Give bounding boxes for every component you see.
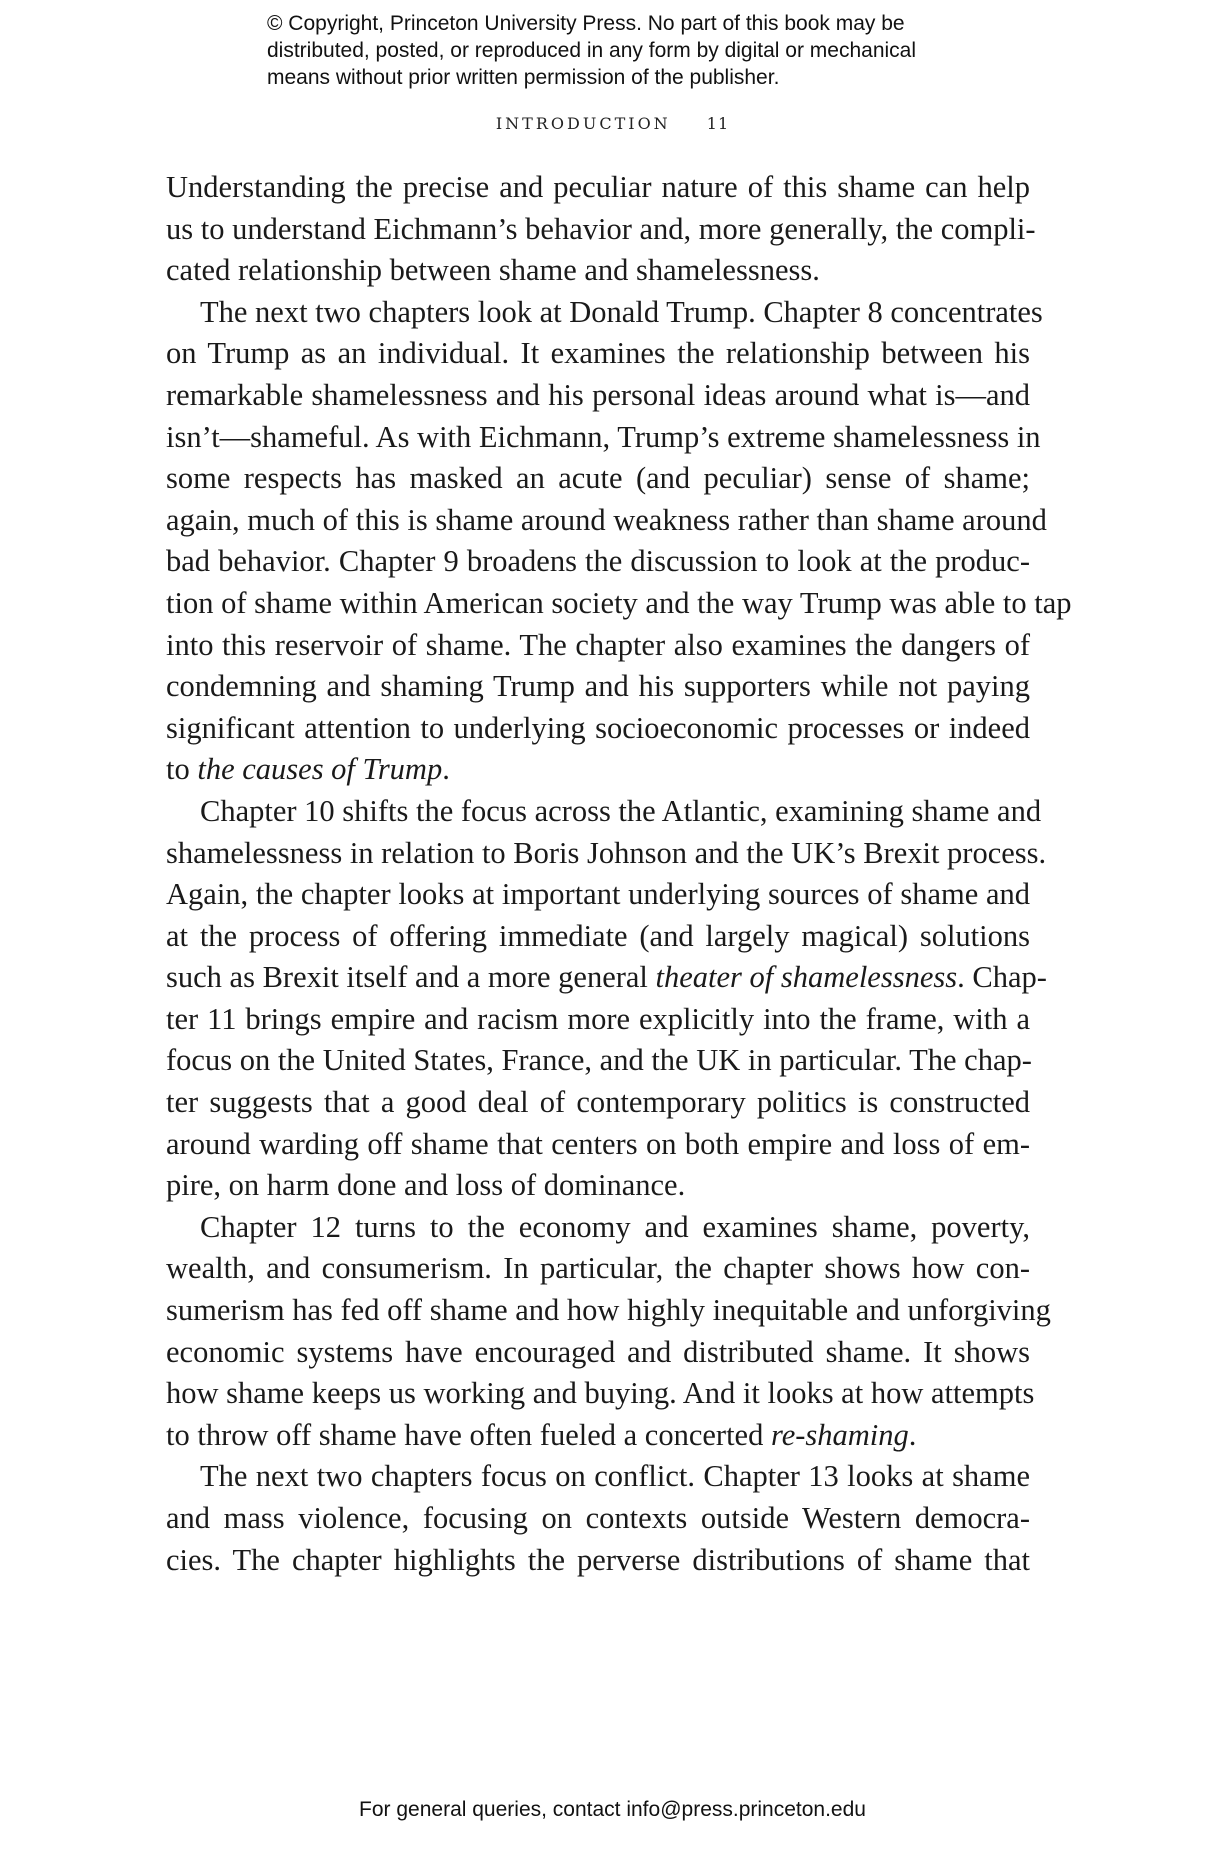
- text-line: isn’t—shameful. As with Eichmann, Trump’s extreme shamelessness in: [166, 419, 1041, 454]
- text-line: how shame keeps us working and buying. And it looks at how attempts: [166, 1376, 1035, 1411]
- text-line: shamelessness in relation to Boris Johnson and the UK’s Brexit process.: [166, 835, 1047, 870]
- italic-phrase: re-shaming: [770, 1417, 909, 1452]
- text-line: tion of shame within American society and the way Trump was able to tap: [166, 585, 1072, 620]
- text-line: and mass violence, focusing on contexts outside Western democra-: [166, 1501, 1030, 1535]
- text-line: ter 11 brings empire and racism more explicitly into the frame, with a: [166, 1001, 1030, 1036]
- text-line: focus on the United States, France, and the UK in particular. The chap-: [166, 1043, 1032, 1078]
- text-line: significant attention to underlying socioeconomic processes or indeed: [166, 710, 1030, 745]
- text-line: on Trump as an individual. It examines the relationship between his: [166, 336, 1030, 371]
- text-line: [166, 957, 1047, 999]
- text-line: ter suggests that a good deal of contemporary politics is constructed: [166, 1085, 1030, 1120]
- text-fragment: to: [166, 752, 198, 787]
- text-line: The next two chapters focus on conflict. Chapter 13 looks at shame: [200, 1459, 1030, 1494]
- text-fragment: .: [908, 1417, 917, 1452]
- text-line: Chapter 12 turns to the economy and examines shame, poverty,: [200, 1209, 1030, 1244]
- copyright-notice: [267, 10, 1027, 91]
- text-line: at the process of offering immediate (and largely magical) solutions: [166, 918, 1030, 953]
- text-line: us to understand Eichmann’s behavior and, more generally, the compli-: [166, 211, 1036, 246]
- text-line: [166, 1415, 1030, 1457]
- text-line: economic systems have encouraged and distributed shame. It shows: [166, 1334, 1030, 1369]
- text-line: cated relationship between shame and shamelessness.: [166, 253, 820, 288]
- text-line: Again, the chapter looks at important underlying sources of shame and: [166, 877, 1030, 912]
- page-number: 11: [706, 114, 730, 133]
- text-line: wealth, and consumerism. In particular, the chapter shows how con-: [166, 1251, 1030, 1286]
- body-text: [166, 167, 1072, 1581]
- running-head: [0, 114, 1225, 133]
- italic-phrase: theater of shamelessness: [655, 960, 958, 995]
- text-line: around warding off shame that centers on both empire and loss of em-: [166, 1126, 1030, 1161]
- text-line: [166, 749, 1030, 791]
- text-line: cies. The chapter highlights the perverse distributions of shame that: [166, 1542, 1030, 1577]
- text-fragment: .: [442, 752, 450, 787]
- footer-contact: For general queries, contact info@press.princeton.edu: [359, 1798, 866, 1821]
- italic-phrase: the causes of Trump: [197, 752, 443, 787]
- copyright-line-3: means without prior written permission of the publisher.: [267, 66, 780, 89]
- text-line: condemning and shaming Trump and his supporters while not paying: [166, 669, 1030, 704]
- text-fragment: . Chap-: [957, 960, 1047, 995]
- text-line: some respects has masked an acute (and peculiar) sense of shame;: [166, 461, 1030, 496]
- text-line: pire, on harm done and loss of dominance.: [166, 1168, 686, 1203]
- text-line: remarkable shamelessness and his personal ideas around what is—and: [166, 377, 1030, 412]
- text-line: Chapter 10 shifts the focus across the Atlantic, examining shame and: [200, 793, 1042, 828]
- text-line: The next two chapters look at Donald Trump. Chapter 8 concentrates: [200, 294, 1043, 329]
- text-line: sumerism has fed off shame and how highly inequitable and unforgiving: [166, 1293, 1051, 1328]
- text-fragment: such as Brexit itself and a more general: [166, 960, 656, 995]
- text-fragment: to throw off shame have often fueled a concerted: [166, 1417, 771, 1452]
- text-line: Understanding the precise and peculiar nature of this shame can help: [166, 170, 1030, 204]
- copyright-line-2: distributed, posted, or reproduced in any form by digital or mechanical: [267, 39, 917, 62]
- text-line: bad behavior. Chapter 9 broadens the discussion to look at the produc-: [166, 544, 1030, 579]
- copyright-line-1: © Copyright, Princeton University Press. No part of this book may be: [267, 12, 905, 35]
- text-line: into this reservoir of shame. The chapter also examines the dangers of: [166, 627, 1030, 662]
- running-head-title: INTRODUCTION: [495, 114, 671, 133]
- text-line: again, much of this is shame around weakness rather than shame around: [166, 502, 1047, 537]
